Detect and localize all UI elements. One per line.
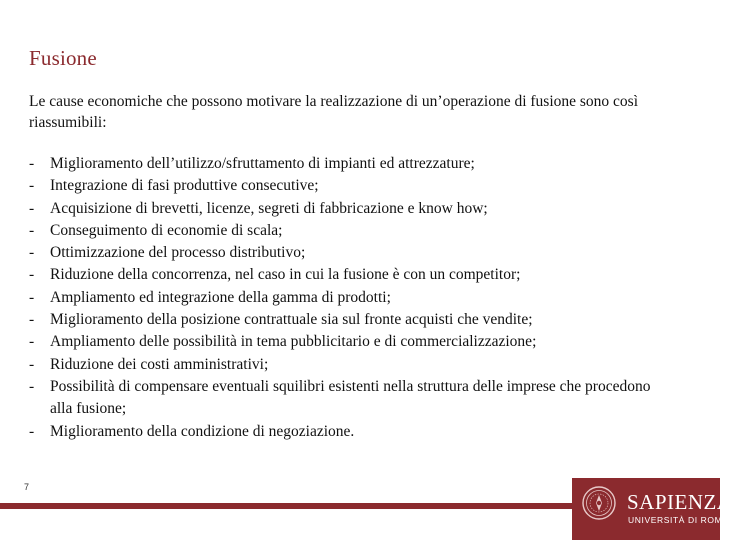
bullet-list — [29, 153, 669, 443]
bullet-dash: - — [29, 311, 35, 329]
list-item — [29, 331, 669, 353]
logo-name: SAPIENZA — [627, 490, 733, 514]
university-logo — [572, 478, 733, 540]
list-item — [29, 287, 669, 309]
list-item-text: Miglioramento della posizione contrattuale sia sul fronte acquisti che vendite; — [50, 311, 533, 329]
bullet-dash: - — [29, 266, 35, 284]
list-item-text: Possibilità di compensare eventuali squilibri esistenti nella struttura delle imprese che procedono alla fusione; — [50, 377, 651, 418]
bullet-dash: - — [29, 221, 35, 239]
bullet-dash: - — [29, 288, 35, 306]
list-item-text: Riduzione della concorrenza, nel caso in cui la fusione è con un competitor; — [50, 266, 521, 284]
list-item — [29, 376, 669, 421]
list-item-text: Riduzione dei costi amministrativi; — [50, 355, 269, 373]
list-item — [29, 309, 669, 331]
list-item — [29, 264, 669, 286]
bullet-dash: - — [29, 199, 35, 217]
list-item-text: Miglioramento dell’utilizzo/sfruttamento di impianti ed attrezzature; — [50, 155, 475, 172]
intro-paragraph: Le cause economiche che possono motivare la realizzazione di un’operazione di fusione sono così riassumibili: — [29, 93, 639, 131]
list-item — [29, 220, 669, 242]
list-item-text: Ampliamento delle possibilità in tema pubblicitario e di commercializzazione; — [50, 333, 537, 351]
bullet-dash: - — [29, 422, 35, 440]
list-item — [29, 242, 669, 264]
list-item — [29, 421, 669, 443]
list-item — [29, 198, 669, 220]
list-item-text: Ampliamento ed integrazione della gamma di prodotti; — [50, 288, 391, 306]
list-item-text: Miglioramento della condizione di negoziazione. — [50, 422, 355, 440]
bullet-dash: - — [29, 177, 35, 195]
bullet-dash: - — [29, 244, 35, 262]
bullet-dash: - — [29, 355, 35, 373]
seal-icon — [582, 486, 616, 520]
list-item-text: Integrazione di fasi produttive consecutive; — [50, 177, 319, 195]
list-item — [29, 175, 669, 197]
slide-title: Fusione — [29, 46, 97, 70]
page-number: 7 — [24, 482, 30, 492]
list-item-text: Conseguimento di economie di scala; — [50, 221, 283, 239]
bullet-dash: - — [29, 333, 35, 351]
list-item-text: Ottimizzazione del processo distributivo; — [50, 244, 306, 262]
list-item-text: Acquisizione di brevetti, licenze, segreti di fabbricazione e know how; — [50, 199, 488, 217]
bullet-dash: - — [29, 377, 35, 395]
footer-rule — [0, 503, 576, 509]
list-item — [29, 354, 669, 376]
bullet-dash: - — [29, 155, 35, 172]
logo-subtitle: UNIVERSITÀ DI ROMA — [628, 515, 729, 525]
list-item — [29, 153, 669, 175]
